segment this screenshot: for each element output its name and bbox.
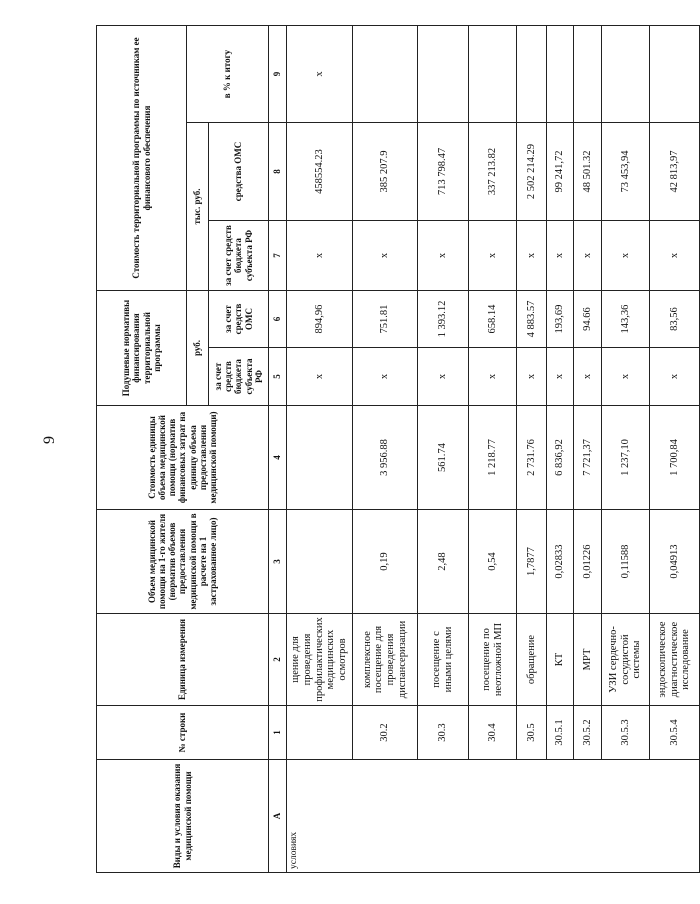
row-volume: 0,54: [469, 510, 517, 614]
header-group-norm-unit: руб.: [187, 291, 209, 406]
row-c6: 94.66: [574, 291, 602, 348]
section-label: условиях: [287, 760, 700, 873]
table-row: [547, 26, 574, 873]
header-col-5: за счет средств бюджета субъекта РФ: [209, 348, 269, 406]
table-row: [574, 26, 602, 873]
row-c6: 658.14: [469, 291, 517, 348]
row-unit: щение для проведения профилактических медицинских осмотров: [287, 614, 353, 706]
row-code: 30.5: [517, 706, 547, 760]
index-cell: 9: [269, 26, 287, 123]
row-code: 30.5.3: [602, 706, 650, 760]
table-row: [287, 26, 353, 873]
row-c8: 48 501.32: [574, 123, 602, 221]
row-c5: х: [547, 348, 574, 406]
row-volume: 0,11588: [602, 510, 650, 614]
row-c9: [517, 26, 547, 123]
row-c7: х: [574, 221, 602, 291]
row-c8: 73 453,94: [602, 123, 650, 221]
row-c9: [469, 26, 517, 123]
row-code: 30.4: [469, 706, 517, 760]
row-c9: [650, 26, 700, 123]
row-c9: [353, 26, 418, 123]
row-c8: 458554.23: [287, 123, 353, 221]
row-cost: 1 218.77: [469, 406, 517, 510]
row-code: 30.2: [353, 706, 418, 760]
header-col-4: Стоимость единицы объема медицинской помощи (норматив финансовых затрат на единицу объема предоставления медицинской помощи): [97, 406, 269, 510]
table-row: [650, 26, 700, 873]
index-cell: 4: [269, 406, 287, 510]
row-c5: х: [469, 348, 517, 406]
header-col-7: за счет средств бюджета субъекта РФ: [209, 221, 269, 291]
table-row: [418, 26, 469, 873]
row-volume: 0,02833: [547, 510, 574, 614]
row-volume: 2,48: [418, 510, 469, 614]
row-c5: х: [418, 348, 469, 406]
header-col-a: Виды и условия оказания медицинской помощи: [97, 760, 269, 873]
index-cell: 7: [269, 221, 287, 291]
header-col-6: за счет средств ОМС: [209, 291, 269, 348]
row-unit: посещение по неотложной МП: [469, 614, 517, 706]
row-c7: х: [602, 221, 650, 291]
row-volume: 0,01226: [574, 510, 602, 614]
row-c9: [574, 26, 602, 123]
row-c6: 894,96: [287, 291, 353, 348]
row-cost: 6 836,92: [547, 406, 574, 510]
page-number: 9: [41, 436, 58, 444]
row-c8: 337 213.82: [469, 123, 517, 221]
row-c5: х: [574, 348, 602, 406]
row-c7: х: [353, 221, 418, 291]
row-c6: 751.81: [353, 291, 418, 348]
row-c8: 2 502 214.29: [517, 123, 547, 221]
row-c7: х: [517, 221, 547, 291]
header-group-cost: Стоимость территориальной программы по источникам ее финансового обеспечения: [97, 26, 187, 291]
table-row: [602, 26, 650, 873]
rotated-table-container: [96, 26, 692, 873]
row-c5: х: [650, 348, 700, 406]
row-unit: посещение с иными целями: [418, 614, 469, 706]
row-c9: [602, 26, 650, 123]
row-c9: [547, 26, 574, 123]
row-code: [287, 706, 353, 760]
table-row: [517, 26, 547, 873]
row-c7: х: [547, 221, 574, 291]
row-unit: УЗИ сердечно-сосудистой системы: [602, 614, 650, 706]
row-c8: 713 798.47: [418, 123, 469, 221]
row-code: 30.3: [418, 706, 469, 760]
row-cost: 7 721,37: [574, 406, 602, 510]
row-volume: 1,7877: [517, 510, 547, 614]
row-c7: х: [287, 221, 353, 291]
row-c5: х: [602, 348, 650, 406]
row-unit: эндоскопическое диагностическое исследование: [650, 614, 700, 706]
row-cost: 2 731.76: [517, 406, 547, 510]
row-c5: х: [353, 348, 418, 406]
header-col-3: Объем медицинской помощи на 1-го жителя (норматив объемов предоставления медицинской помощи в расчете на 1 застрахованное лицо): [97, 510, 269, 614]
row-c7: х: [650, 221, 700, 291]
row-c8: 99 241,72: [547, 123, 574, 221]
index-cell: 6: [269, 291, 287, 348]
table-row: [353, 26, 418, 873]
row-unit: МРТ: [574, 614, 602, 706]
index-cell: 1: [269, 706, 287, 760]
row-volume: 0,19: [353, 510, 418, 614]
row-unit: КТ: [547, 614, 574, 706]
index-cell: 5: [269, 348, 287, 406]
index-cell: 8: [269, 123, 287, 221]
row-c6: 1 393.12: [418, 291, 469, 348]
row-c8: 42 813,97: [650, 123, 700, 221]
row-volume: [287, 510, 353, 614]
index-cell: 2: [269, 614, 287, 706]
row-c6: 143,36: [602, 291, 650, 348]
row-volume: 0,04913: [650, 510, 700, 614]
row-c7: х: [418, 221, 469, 291]
header-col-1: № строки: [97, 706, 269, 760]
header-col-8: средства ОМС: [209, 123, 269, 221]
row-cost: 1 237,10: [602, 406, 650, 510]
index-cell: 3: [269, 510, 287, 614]
row-c8: 385 207.9: [353, 123, 418, 221]
row-unit: комплексное посещение для проведения диспансеризации: [353, 614, 418, 706]
row-c6: 83,56: [650, 291, 700, 348]
row-cost: [287, 406, 353, 510]
row-code: 30.5.2: [574, 706, 602, 760]
row-code: 30.5.1: [547, 706, 574, 760]
header-col-9: в % к итогу: [187, 26, 269, 123]
index-cell: А: [269, 760, 287, 873]
row-unit: обращение: [517, 614, 547, 706]
program-cost-table: [96, 25, 700, 873]
header-group-norm: Подушевые нормативы финансирования территориальной программы: [97, 291, 187, 406]
row-c5: х: [517, 348, 547, 406]
header-group-cost-unit: тыс. руб.: [187, 123, 209, 291]
row-c6: 4 883.57: [517, 291, 547, 348]
row-c6: 193,69: [547, 291, 574, 348]
row-c9: [418, 26, 469, 123]
row-cost: 3 956.88: [353, 406, 418, 510]
table-row: [469, 26, 517, 873]
row-cost: 1 700,84: [650, 406, 700, 510]
row-cost: 561.74: [418, 406, 469, 510]
row-c9: х: [287, 26, 353, 123]
header-col-2: Единица измерения: [97, 614, 269, 706]
row-c5: х: [287, 348, 353, 406]
row-code: 30.5.4: [650, 706, 700, 760]
row-c7: х: [469, 221, 517, 291]
